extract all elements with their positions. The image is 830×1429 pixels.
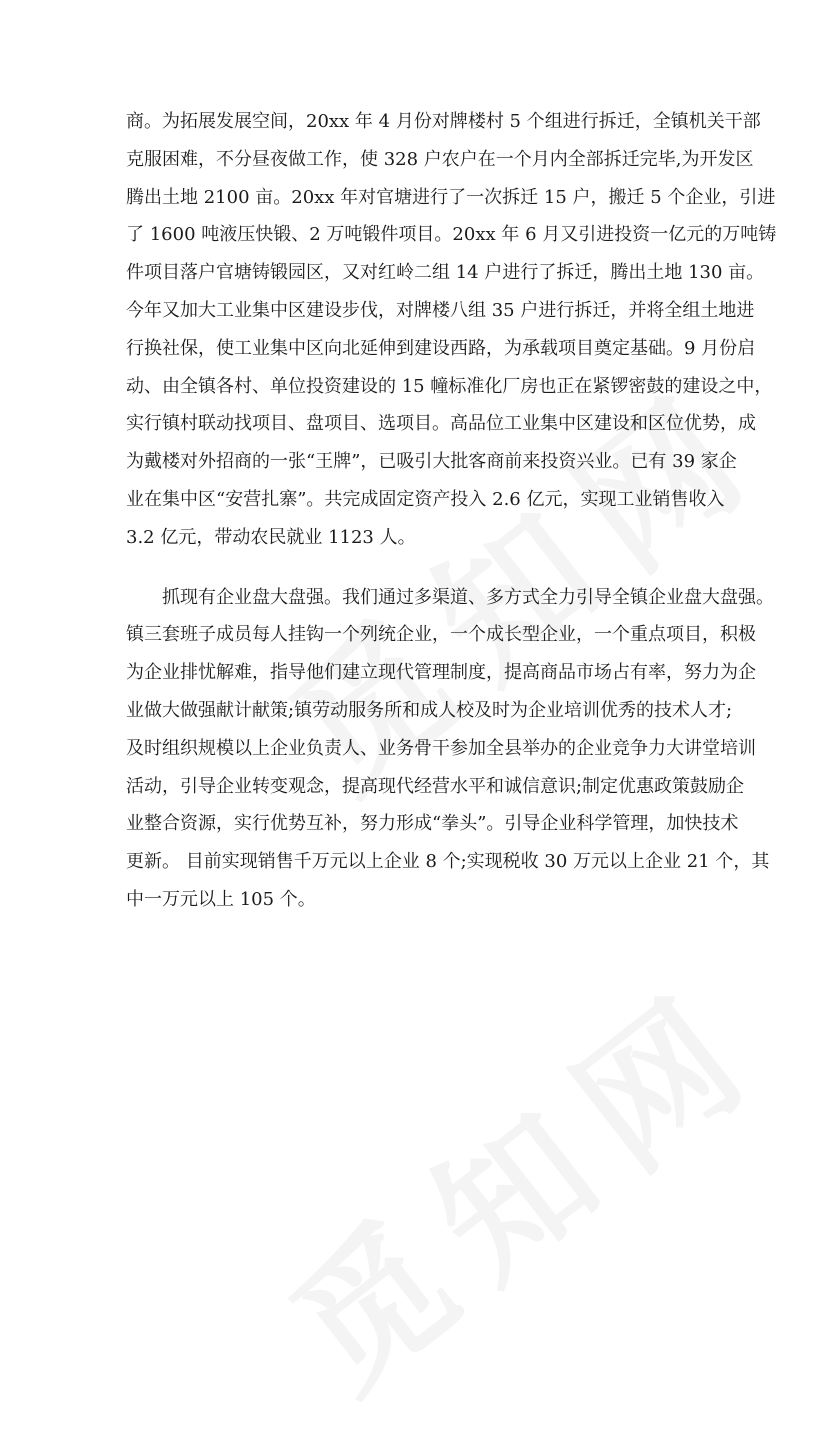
text-line: 腾出土地 2100 亩。20xx 年对官塘进行了一次拆迁 15 户，搬迁 5 个企业，引进 xyxy=(126,186,776,208)
text-line: 活动，引导企业转变观念，提高现代经营水平和诚信意识;制定优惠政策鼓励企 xyxy=(126,775,745,797)
text-line: 镇三套班子成员每人挂钩一个列统企业，一个成长型企业，一个重点项目，积极 xyxy=(126,624,756,646)
text-line: 业整合资源，实行优势互补，努力形成“拳头”。引导企业科学管理，加快技术 xyxy=(126,813,739,835)
watermark xyxy=(241,927,800,1429)
text-line: 件项目落户官塘铸锻园区，又对红岭二组 14 户进行了拆迁，腾出土地 130 亩。 xyxy=(126,262,765,284)
text-line: 动、由全镇各村、单位投资建设的 15 幢标准化厂房也正在紧锣密鼓的建设之中， xyxy=(126,375,773,397)
text-line: 为企业排忧解难，指导他们建立现代管理制度，提高商品市场占有率，努力为企 xyxy=(126,662,756,684)
text-line: 今年又加大工业集中区建设步伐，对牌楼八组 35 户进行拆迁，并将全组土地进 xyxy=(126,299,755,321)
text-line: 商。为拓展发展空间，20xx 年 4 月份对牌楼村 5 个组进行拆迁，全镇机关干部 xyxy=(126,111,761,132)
text-line: 克服困难，不分昼夜做工作，使 328 户农户在一个月内全部拆迁完毕,为开发区 xyxy=(126,148,754,170)
paragraph-1 xyxy=(126,103,777,557)
text-line: 及时组织规模以上企业负责人、业务骨干参加全县举办的企业竞争力大讲堂培训 xyxy=(126,737,756,759)
text-line: 为戴楼对外招商的一张“王牌”，已吸引大批客商前来投资兴业。已有 39 家企 xyxy=(126,451,737,473)
paragraph-gap xyxy=(126,557,706,579)
text-line: 行换社保，使工业集中区向北延伸到建设西路，为承载项目奠定基础。9 月份启 xyxy=(126,337,756,359)
text-line: 抓现有企业盘大盘强。我们通过多渠道、多方式全力引导全镇企业盘大盘强。 xyxy=(126,586,774,608)
text-line: 了 1600 吨液压快锻、2 万吨锻件项目。20xx 年 6 月又引进投资一亿元的万吨铸 xyxy=(126,224,777,246)
text-line: 业在集中区“安营扎寨”。共完成固定资产投入 2.6 亿元，实现工业销售收入 xyxy=(126,488,725,510)
paragraph-2 xyxy=(126,579,774,919)
document-body xyxy=(126,103,777,919)
text-line: 中一万元以上 105 个。 xyxy=(126,888,316,910)
text-line: 业做大做强献计献策;镇劳动服务所和成人校及时为企业培训优秀的技术人才; xyxy=(126,699,733,721)
text-line: 实行镇村联动找项目、盘项目、选项目。高品位工业集中区建设和区位优势，成 xyxy=(126,413,756,435)
text-line: 更新。 目前实现销售千万元以上企业 8 个;实现税收 30 万元以上企业 21 个，其 xyxy=(126,851,770,873)
text-line: 3.2 亿元，带动农民就业 1123 人。 xyxy=(126,526,416,548)
